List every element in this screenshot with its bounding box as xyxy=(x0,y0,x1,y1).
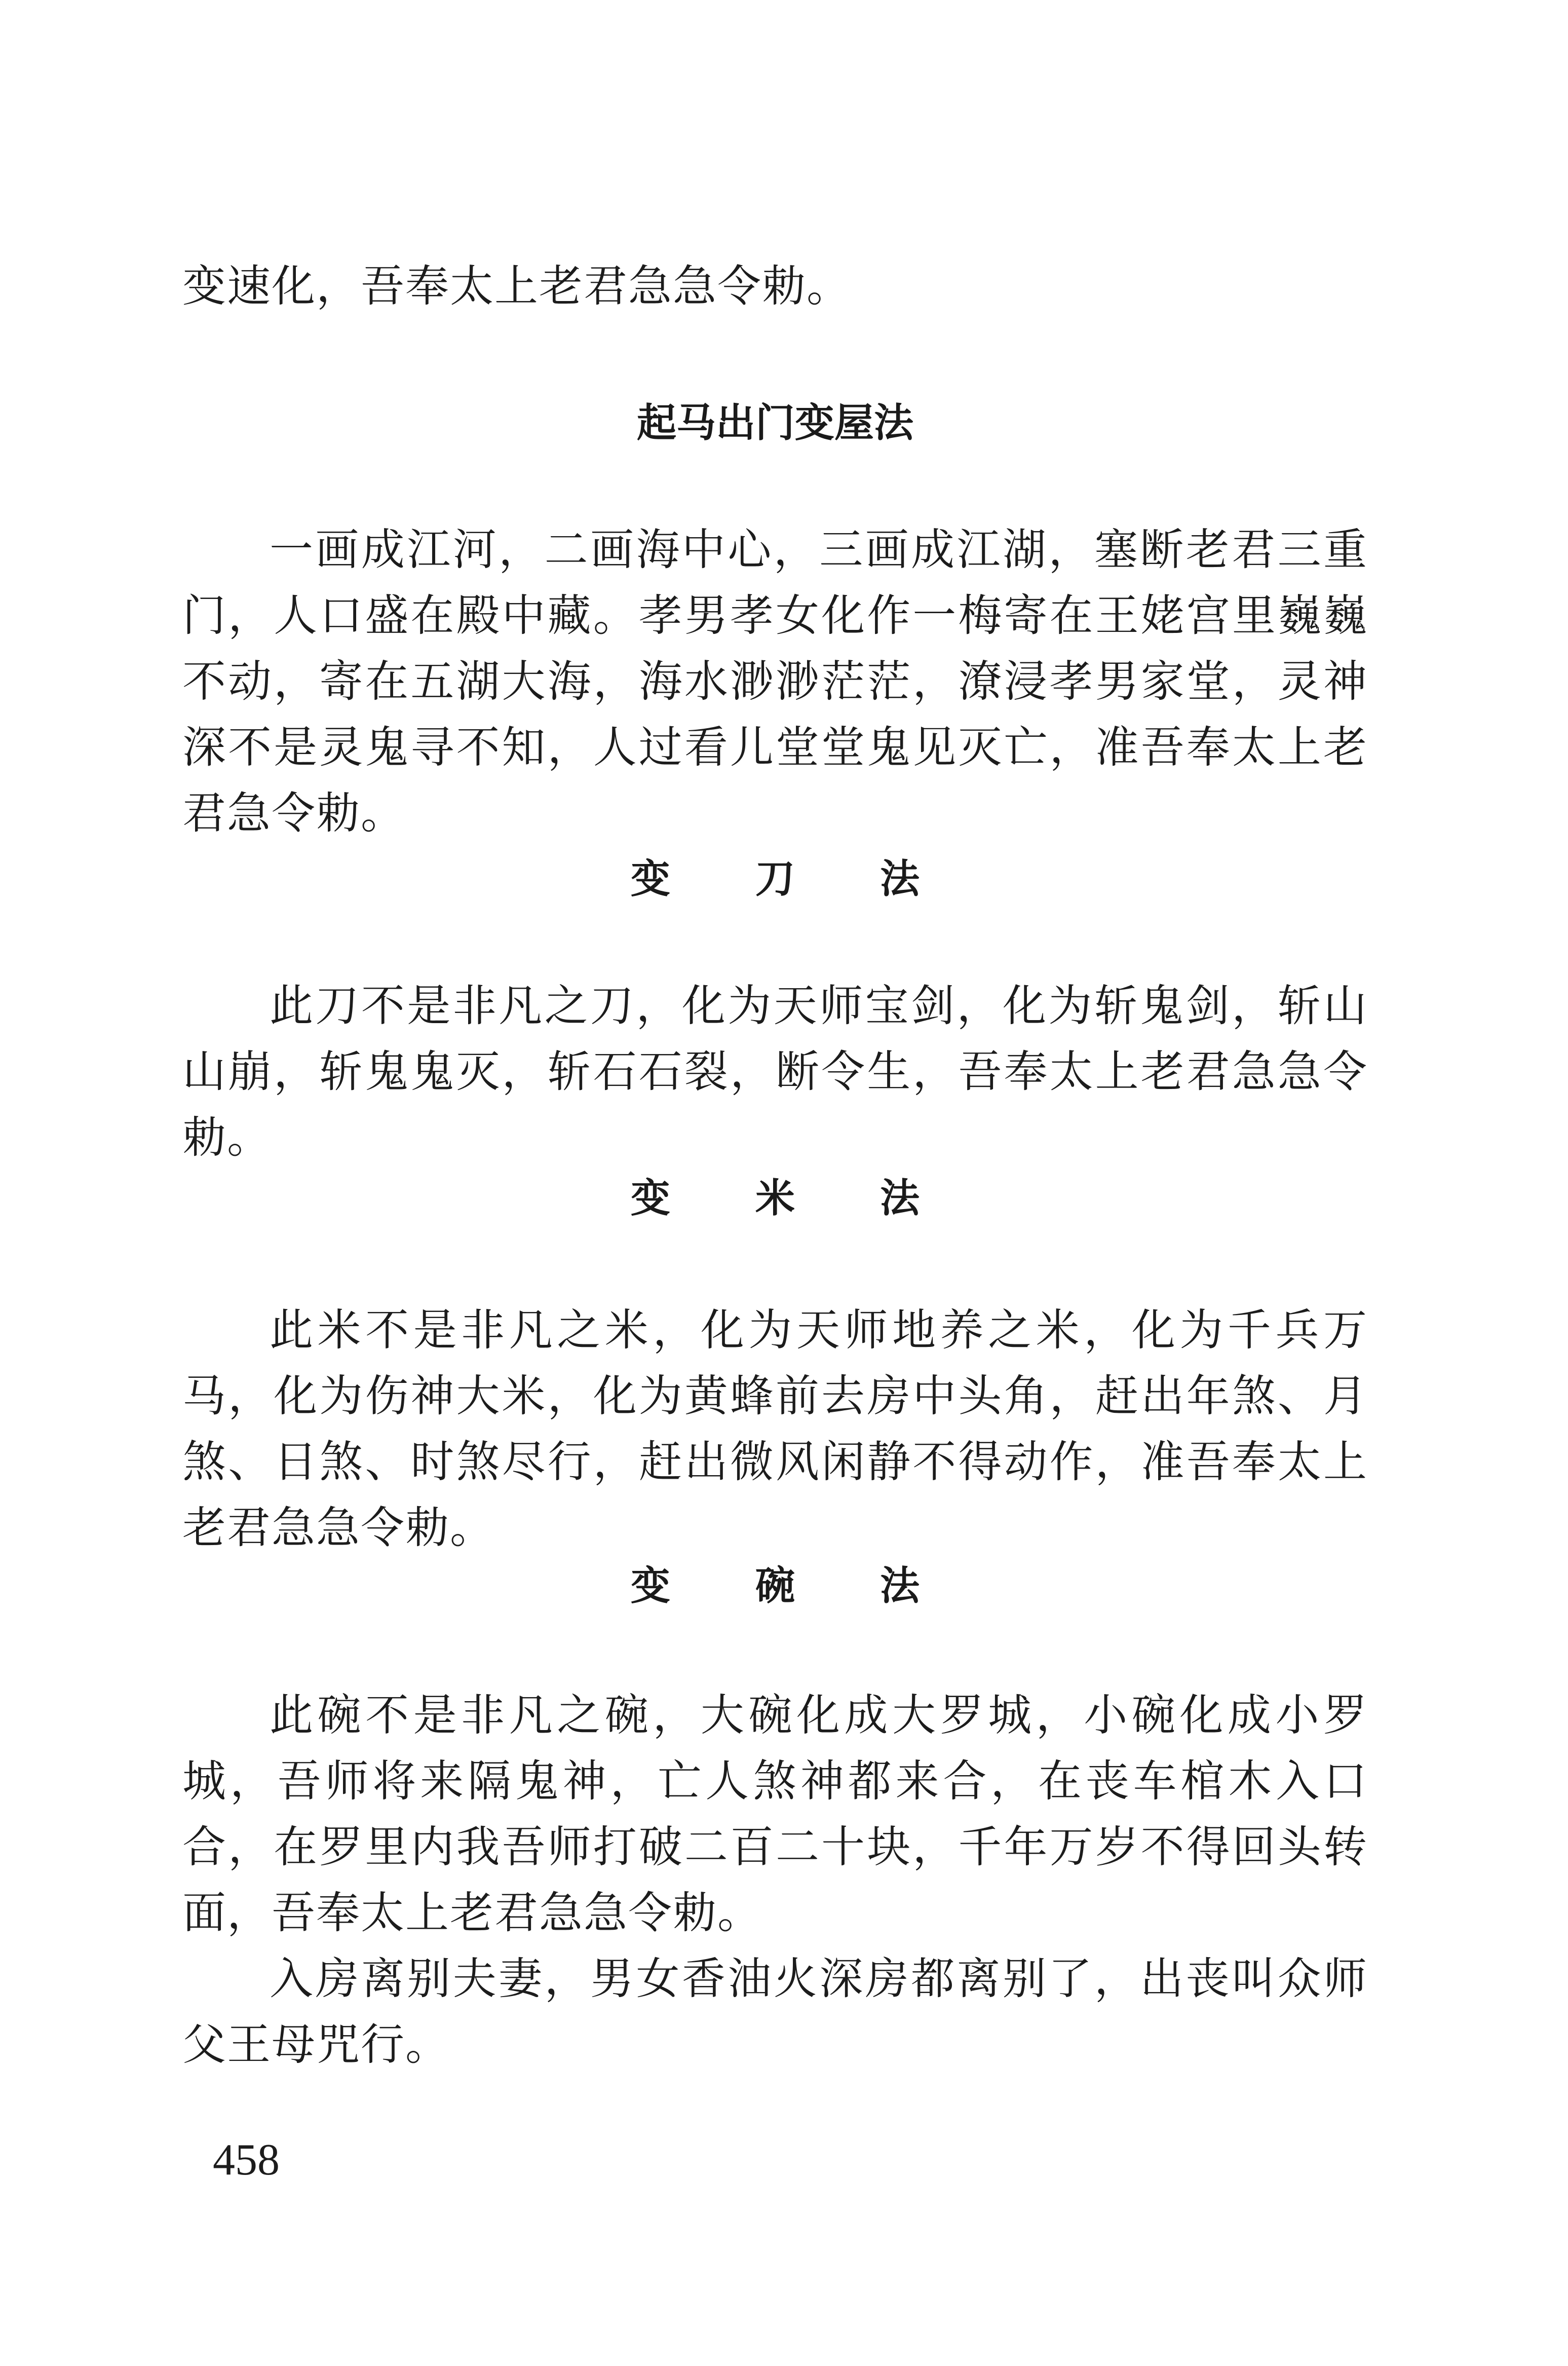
section-paragraph: 入房离别夫妻，男女香油火深房都离别了，出丧叫众师父王母咒行。 xyxy=(182,1954,1368,2070)
section-paragraph: 此碗不是非凡之碗，大碗化成大罗城，小碗化成小罗城，吾师将来隔鬼神，亡人煞神都来合，在丧车棺木入口合，在罗里内我吾师打破二百二十块，千年万岁不得回头转面，吾奉太上老君急急令勅。 xyxy=(182,1690,1368,1938)
section-title-bian-mi-fa: 变米法 xyxy=(630,1176,1005,1221)
page-number: 458 xyxy=(213,2135,280,2185)
opening-line: 变速化，吾奉太上老君急急令勅。 xyxy=(182,261,851,312)
section-paragraph: 此刀不是非凡之刀，化为天师宝剑，化为斩鬼剑，斩山山崩，斩鬼鬼灭，斩石石裂，断令生，吾奉太上老君急急令勅。 xyxy=(182,981,1368,1163)
section-title-bian-dao-fa: 变刀法 xyxy=(630,856,1005,902)
section-title-qima-chumen-bianwu-fa: 起马出门变屋法 xyxy=(636,400,913,446)
section-paragraph: 一画成江河，二画海中心，三画成江湖，塞断老君三重门，人口盛在殿中藏。孝男孝女化作一梅寄在王姥宫里巍巍不动，寄在五湖大海，海水渺渺茫茫，潦浸孝男家堂，灵神深不是灵鬼寻不知，人过看儿堂堂鬼见灭亡，准吾奉太上老君急令勅。 xyxy=(182,524,1368,839)
section-paragraph: 此米不是非凡之米，化为天师地养之米，化为千兵万马，化为伤神大米，化为黄蜂前去房中头角，赶出年煞、月煞、日煞、时煞尽行，赶出微风闲静不得动作，准吾奉太上老君急急令勅。 xyxy=(182,1305,1368,1553)
section-title-bian-wan-fa: 变碗法 xyxy=(630,1563,1005,1609)
